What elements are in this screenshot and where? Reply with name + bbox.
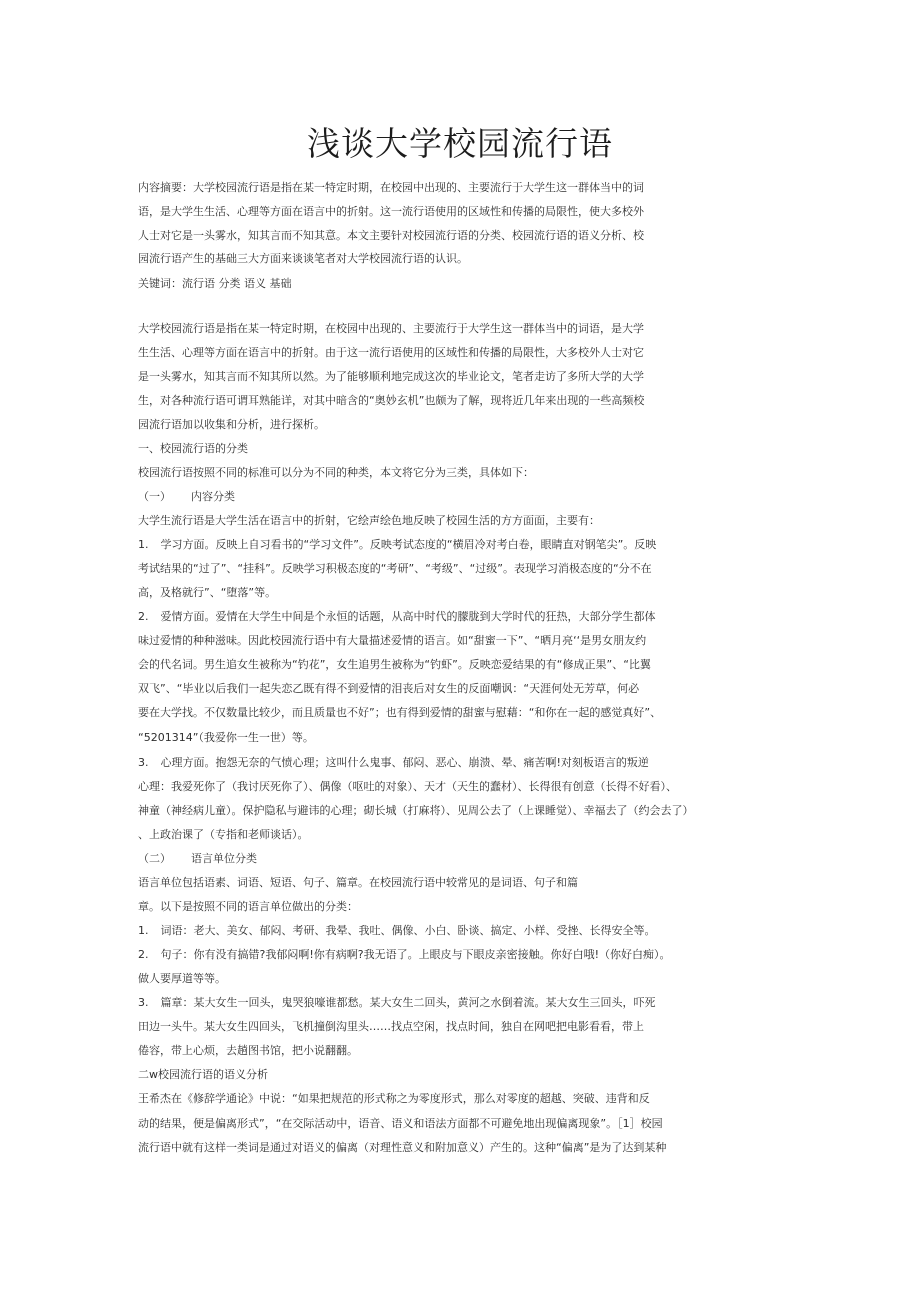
paragraph-line: 做人要厚道等等。 (138, 972, 226, 985)
subsection-number: （一） (138, 490, 171, 503)
paragraph-line: 倦容，带上心烦，去趟图书馆，把小说翻翻。 (138, 1044, 358, 1057)
paragraph-line: 校园流行语按照不同的标准可以分为不同的种类，本文将它分为三类，具体如下： (138, 466, 534, 479)
paragraph-line: 生，对各种流行语可谓耳熟能详，对其中暗含的“奥妙玄机”也颇为了解，现将近几年来出现的一些高频校 (138, 394, 645, 407)
list-number: 1. (138, 538, 149, 551)
subsection-title: 语言单位分类 (191, 852, 257, 865)
abstract-line: 内容摘要：大学校园流行语是指在某一特定时期，在校园中出现的、主要流行于大学生这一群体当中的词 (138, 181, 644, 194)
abstract-line: 园流行语产生的基础三大方面来谈谈笔者对大学校园流行语的认识。 (138, 252, 468, 265)
list-item (138, 924, 656, 938)
list-item (138, 948, 671, 962)
list-item (138, 538, 656, 552)
paragraph-line: 、上政治课了（专指和老师谈话）。 (138, 828, 309, 841)
list-item (138, 996, 656, 1010)
paragraph-line: 味过爱情的种种滋味。因此校园流行语中有大量描述爱情的语言。如“甜蜜一下”、“晒月亮‘‘是男女朋友约 (138, 634, 647, 647)
keywords-line: 关键词：流行语 分类 语义 基础 (138, 277, 292, 290)
paragraph-line: 神童（神经病儿童）。保护隐私与避讳的心理；砌长城（打麻将）、见周公去了（上课睡觉）、幸福去了（约会去了） (138, 804, 694, 817)
list-item (138, 610, 656, 624)
subsection-heading (138, 852, 257, 866)
paragraph-line: 章。以下是按照不同的语言单位做出的分类： (138, 900, 358, 913)
list-number: 1. (138, 924, 149, 937)
subsection-number: （二） (138, 852, 171, 865)
list-text: 篇章：某大女生一回头，鬼哭狼嚎谁都愁。某大女生二回头，黄河之水倒着流。某大女生三回头，吓死 (160, 996, 656, 1009)
subsection-title: 内容分类 (191, 490, 235, 503)
paragraph-line: 生生活、心理等方面在语言中的折射。由于这一流行语使用的区域性和传播的局限性，大多校外人士对它 (138, 346, 644, 359)
paragraph-line: 王希杰在《修辞学通论》中说：“如果把规范的形式称之为零度形式，那么对零度的超越、突破、违背和反 (138, 1092, 650, 1105)
paragraph-line: 考试结果的“过了”、“挂科”。反映学习积极态度的“考研”、“考级”、“过级”。表现学习消极态度的“分不在 (138, 562, 652, 575)
list-text: 学习方面。反映上自习看书的“学习文件”。反映考试态度的“横眉冷对考白卷，眼睛直对钢笔尖”。反映 (160, 538, 657, 551)
paragraph-line: 双飞”、“毕业以后我们一起失恋乙既有得不到爱情的泪丧后对女生的反面嘲讽：“天涯何处无芳草，何必 (138, 682, 640, 695)
section-heading: 二w校园流行语的语义分析 (138, 1068, 268, 1081)
document-title: 浅谈大学校园流行语 (307, 124, 613, 163)
list-number: 2. (138, 610, 149, 623)
list-item (138, 756, 649, 770)
abstract-line: 人士对它是一头雾水，知其言而不知其意。本文主要针对校园流行语的分类、校园流行语的语义分析、校 (138, 229, 644, 242)
abstract-line: 语，是大学生生活、心理等方面在语言中的折射。这一流行语使用的区域性和传播的局限性，使大多校外 (138, 205, 644, 218)
list-text: 词语：老大、美女、郁闷、考研、我晕、我吐、偶像、小白、卧谈、搞定、小样、受挫、长得安全等。 (160, 924, 656, 937)
paragraph-line: 大学校园流行语是指在某一特定时期，在校园中出现的、主要流行于大学生这一群体当中的词语，是大学 (138, 322, 644, 335)
paragraph-line: 园流行语加以收集和分析，进行探析。 (138, 418, 325, 431)
list-text: 爱情方面。爱情在大学生中间是个永恒的话题，从高中时代的朦胧到大学时代的狂热，大部分学生都体 (160, 610, 656, 623)
paragraph-line: “5201314”（我爱你一生一世）等。 (138, 731, 314, 744)
paragraph-line: 动的结果，便是偏离形式”，“在交际活动中，语音、语义和语法方面都不可避免地出现偏离现象”。［1］校园 (138, 1117, 663, 1130)
list-number: 2. (138, 948, 149, 961)
list-text: 心理方面。抱怨无奈的气愤心理；这叫什么鬼事、郁闷、恶心、崩溃、晕、痛苦啊!对刻板语言的叛逆 (160, 756, 649, 769)
paragraph-line: 语言单位包括语素、词语、短语、句子、篇章。在校园流行语中较常见的是词语、句子和篇 (138, 876, 578, 889)
list-text: 句子：你有没有搞错?我郁闷啊!你有病啊?我无语了。上眼皮与下眼皮亲密接触。你好白哦!（你好白痴）。 (160, 948, 671, 961)
paragraph-line: 高，及格就行”、“堕落”等。 (138, 586, 277, 599)
paragraph-line: 大学生流行语是大学生活在语言中的折射，它绘声绘色地反映了校园生活的方方面面，主要有： (138, 514, 600, 527)
list-number: 3. (138, 756, 149, 769)
paragraph-line: 会的代名词。男生追女生被称为“钓花”，女生追男生被称为“钓虾”。反映恋爱结果的有“修成正果”、“比翼 (138, 658, 651, 671)
subsection-heading (138, 490, 235, 504)
paragraph-line: 是一头雾水，知其言而不知其所以然。为了能够顺利地完成这次的毕业论文，笔者走访了多所大学的大学 (138, 370, 644, 383)
paragraph-line: 流行语中就有这样一类词是通过对语义的偏离（对理性意义和附加意义）产生的。这种“偏离”是为了达到某种 (138, 1141, 667, 1154)
paragraph-line: 心理：我爱死你了（我讨厌死你了）、偶像（呕吐的对象）、天才（天生的蠢材）、长得很有创意（长得不好看）、 (138, 780, 677, 793)
section-heading: 一、校园流行语的分类 (138, 442, 248, 455)
paragraph-line: 要在大学找。不仅数量比较少，而且质量也不好”；也有得到爱情的甜蜜与慰藉：“和你在一起的感觉真好”、 (138, 706, 662, 719)
list-number: 3. (138, 996, 149, 1009)
paragraph-line: 田边一头牛。某大女生四回头，飞机撞倒沟里头……找点空闲，找点时间，独自在网吧把电影看看，带上 (138, 1020, 644, 1033)
